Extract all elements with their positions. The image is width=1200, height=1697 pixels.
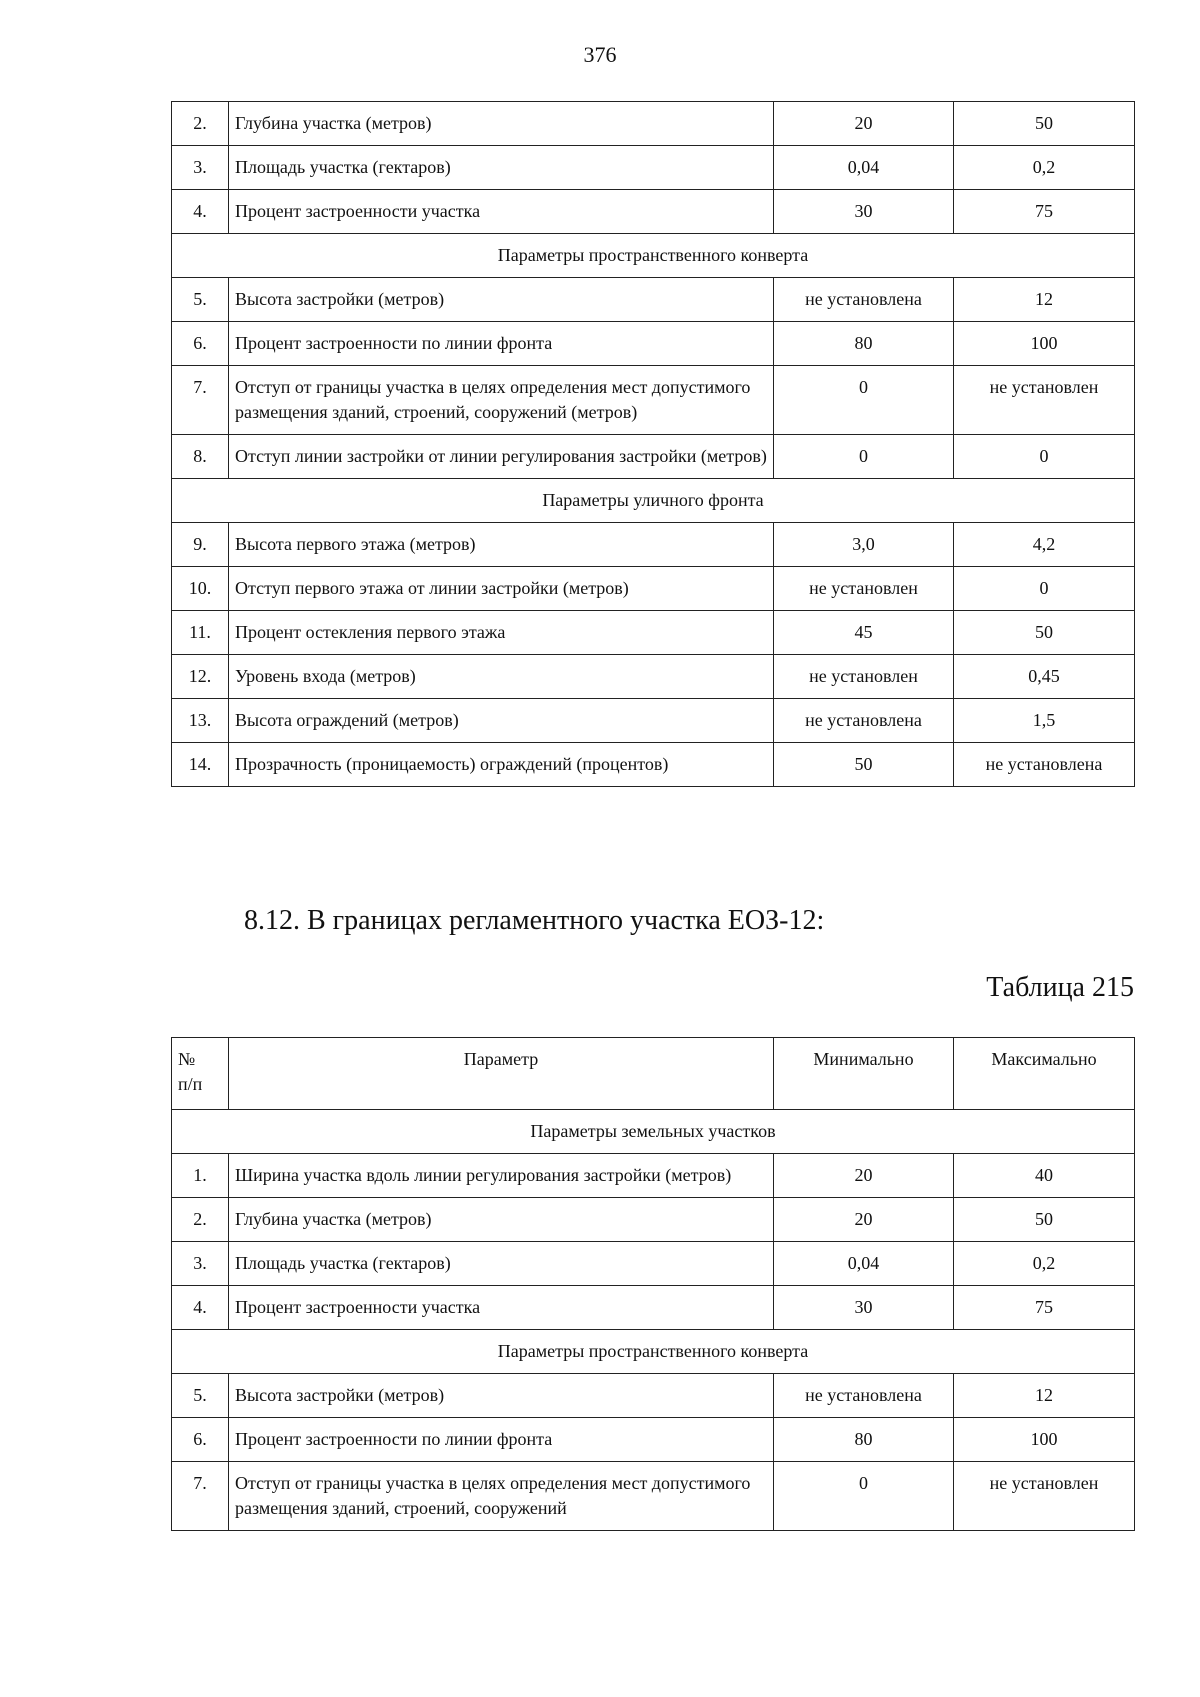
- minimum-value: 20: [774, 1198, 954, 1242]
- minimum-value: 0: [774, 366, 954, 435]
- minimum-value: 45: [774, 611, 954, 655]
- maximum-value: 0: [954, 567, 1135, 611]
- row-number: 3.: [172, 146, 229, 190]
- maximum-value: 12: [954, 278, 1135, 322]
- maximum-value: 1,5: [954, 699, 1135, 743]
- section-row: [172, 1330, 1135, 1374]
- row-number: 12.: [172, 655, 229, 699]
- minimum-value: 0: [774, 1462, 954, 1531]
- table-row: [172, 1286, 1135, 1330]
- parameter-name: Площадь участка (гектаров): [229, 1242, 774, 1286]
- minimum-value: 20: [774, 102, 954, 146]
- table-caption: Таблица 215: [986, 972, 1134, 1003]
- minimum-value: 80: [774, 322, 954, 366]
- row-number: 13.: [172, 699, 229, 743]
- minimum-value: 3,0: [774, 523, 954, 567]
- section-title: Параметры земельных участков: [172, 1110, 1135, 1154]
- minimum-value: 30: [774, 190, 954, 234]
- table-row: [172, 1462, 1135, 1531]
- row-number: 6.: [172, 322, 229, 366]
- parameter-name: Отступ первого этажа от линии застройки (метров): [229, 567, 774, 611]
- table-row: [172, 611, 1135, 655]
- row-number: 2.: [172, 1198, 229, 1242]
- parameter-name: Высота первого этажа (метров): [229, 523, 774, 567]
- parameter-name: Прозрачность (проницаемость) ограждений (процентов): [229, 743, 774, 787]
- row-number: 8.: [172, 435, 229, 479]
- table-row: [172, 699, 1135, 743]
- row-number: 1.: [172, 1154, 229, 1198]
- section-heading: 8.12. В границах регламентного участка ЕОЗ-12:: [244, 905, 825, 936]
- header-row: [172, 1038, 1135, 1110]
- parameter-name: Высота застройки (метров): [229, 278, 774, 322]
- header-max: Максимально: [954, 1038, 1135, 1110]
- maximum-value: не установлен: [954, 366, 1135, 435]
- parameter-name: Процент застроенности по линии фронта: [229, 1418, 774, 1462]
- table-body: [172, 102, 1135, 787]
- row-number: 7.: [172, 366, 229, 435]
- row-number: 4.: [172, 190, 229, 234]
- maximum-value: 50: [954, 1198, 1135, 1242]
- parameter-name: Процент застроенности участка: [229, 190, 774, 234]
- row-number: 3.: [172, 1242, 229, 1286]
- table-header: [172, 1038, 1135, 1110]
- parameter-name: Отступ от границы участка в целях определения мест допустимого размещения зданий, строений, сооружений (метров): [229, 366, 774, 435]
- minimum-value: не установлен: [774, 655, 954, 699]
- minimum-value: не установлен: [774, 567, 954, 611]
- maximum-value: 0,2: [954, 146, 1135, 190]
- row-number: 2.: [172, 102, 229, 146]
- minimum-value: 0: [774, 435, 954, 479]
- maximum-value: 12: [954, 1374, 1135, 1418]
- maximum-value: 4,2: [954, 523, 1135, 567]
- header-num: [172, 1038, 229, 1110]
- header-num-abbr: п/п: [178, 1074, 203, 1094]
- parameter-name: Ширина участка вдоль линии регулирования застройки (метров): [229, 1154, 774, 1198]
- parameter-name: Процент застроенности по линии фронта: [229, 322, 774, 366]
- maximum-value: 75: [954, 1286, 1135, 1330]
- minimum-value: не установлена: [774, 278, 954, 322]
- table-row: [172, 1242, 1135, 1286]
- maximum-value: 40: [954, 1154, 1135, 1198]
- row-number: 7.: [172, 1462, 229, 1531]
- section-title: Параметры уличного фронта: [172, 479, 1135, 523]
- table-row: [172, 146, 1135, 190]
- maximum-value: 100: [954, 322, 1135, 366]
- maximum-value: 75: [954, 190, 1135, 234]
- table-row: [172, 567, 1135, 611]
- maximum-value: 100: [954, 1418, 1135, 1462]
- table-row: [172, 743, 1135, 787]
- parameters-table-215: [171, 1037, 1135, 1531]
- section-row: [172, 1110, 1135, 1154]
- parameter-name: Процент застроенности участка: [229, 1286, 774, 1330]
- parameter-name: Глубина участка (метров): [229, 1198, 774, 1242]
- minimum-value: 50: [774, 743, 954, 787]
- table-row: [172, 190, 1135, 234]
- maximum-value: 0,2: [954, 1242, 1135, 1286]
- table-row: [172, 278, 1135, 322]
- section-title: Параметры пространственного конверта: [172, 1330, 1135, 1374]
- maximum-value: не установлен: [954, 1462, 1135, 1531]
- parameter-name: Высота ограждений (метров): [229, 699, 774, 743]
- header-min: Минимально: [774, 1038, 954, 1110]
- maximum-value: 50: [954, 102, 1135, 146]
- row-number: 4.: [172, 1286, 229, 1330]
- parameter-name: Глубина участка (метров): [229, 102, 774, 146]
- minimum-value: 0,04: [774, 1242, 954, 1286]
- section-row: [172, 479, 1135, 523]
- table-row: [172, 655, 1135, 699]
- row-number: 10.: [172, 567, 229, 611]
- parameter-name: Уровень входа (метров): [229, 655, 774, 699]
- row-number: 5.: [172, 278, 229, 322]
- table-row: [172, 523, 1135, 567]
- row-number: 11.: [172, 611, 229, 655]
- section-title: Параметры пространственного конверта: [172, 234, 1135, 278]
- parameter-name: Площадь участка (гектаров): [229, 146, 774, 190]
- table-row: [172, 102, 1135, 146]
- row-number: 9.: [172, 523, 229, 567]
- page-number: 376: [583, 42, 617, 67]
- table-row: [172, 366, 1135, 435]
- maximum-value: 0: [954, 435, 1135, 479]
- table-row: [172, 322, 1135, 366]
- minimum-value: не установлена: [774, 1374, 954, 1418]
- table-row: [172, 1154, 1135, 1198]
- maximum-value: 0,45: [954, 655, 1135, 699]
- header-num-symbol: №: [178, 1049, 196, 1069]
- parameter-name: Отступ от границы участка в целях определения мест допустимого размещения зданий, строений, сооружений: [229, 1462, 774, 1531]
- maximum-value: 50: [954, 611, 1135, 655]
- header-param: Параметр: [229, 1038, 774, 1110]
- table-row: [172, 435, 1135, 479]
- parameter-name: Процент остекления первого этажа: [229, 611, 774, 655]
- table-row: [172, 1198, 1135, 1242]
- parameter-name: Высота застройки (метров): [229, 1374, 774, 1418]
- minimum-value: 20: [774, 1154, 954, 1198]
- maximum-value: не установлена: [954, 743, 1135, 787]
- table-body: [172, 1110, 1135, 1531]
- parameters-table-continued: [171, 101, 1135, 787]
- row-number: 5.: [172, 1374, 229, 1418]
- minimum-value: 0,04: [774, 146, 954, 190]
- section-row: [172, 234, 1135, 278]
- row-number: 14.: [172, 743, 229, 787]
- minimum-value: не установлена: [774, 699, 954, 743]
- table-row: [172, 1374, 1135, 1418]
- parameter-name: Отступ линии застройки от линии регулирования застройки (метров): [229, 435, 774, 479]
- minimum-value: 30: [774, 1286, 954, 1330]
- table-row: [172, 1418, 1135, 1462]
- minimum-value: 80: [774, 1418, 954, 1462]
- row-number: 6.: [172, 1418, 229, 1462]
